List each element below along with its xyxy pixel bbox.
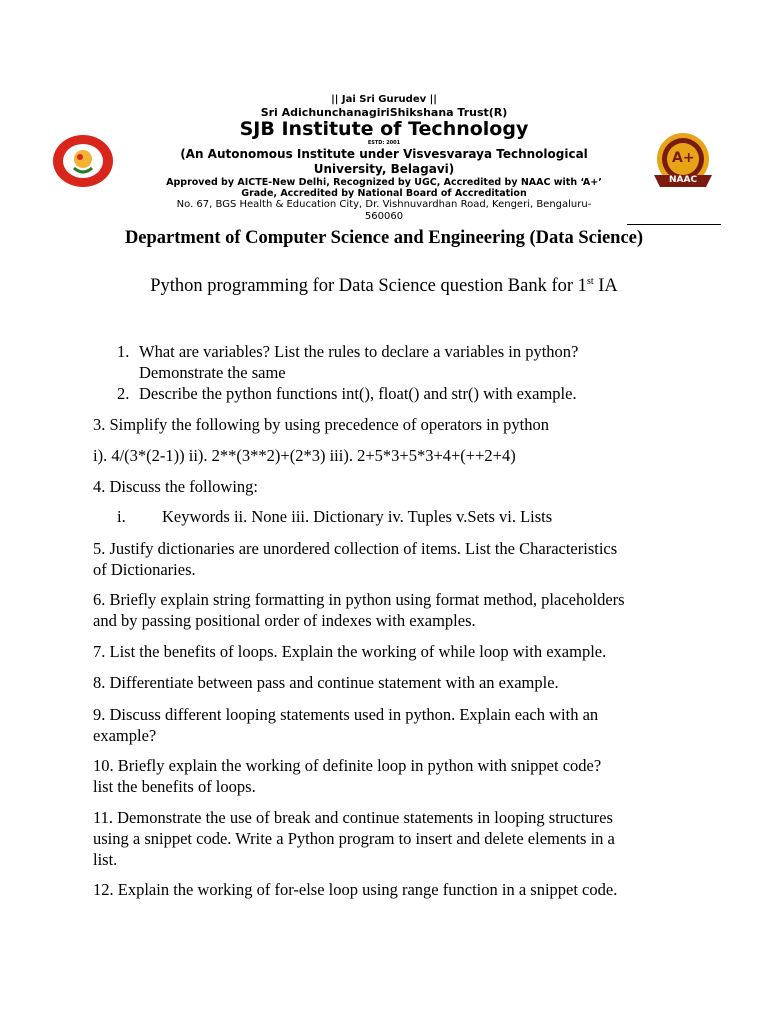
question-3-expression: i). 4/(3*(2-1)) ii). 2**(3**2)+(2*3) iii). 2+5*3+5*3+4+(++2+4) <box>93 446 516 465</box>
document-title <box>0 276 768 297</box>
address-line-2: 560060 <box>364 211 404 222</box>
department-heading: Department of Computer Science and Engineering (Data Science) <box>124 228 644 248</box>
header-rule <box>627 224 721 225</box>
trust-name: Sri AdichunchanagiriShikshana Trust(R) <box>260 106 508 119</box>
naac-badge <box>650 131 716 193</box>
question-6: 6. Briefly explain string formatting in python using format method, placeholders <box>93 590 625 609</box>
question-11-cont: using a snippet code. Write a Python program to insert and delete elements in a <box>93 829 615 848</box>
address-line: No. 67, BGS Health & Education City, Dr. Vishnuvardhan Road, Kengeri, Bengaluru- <box>176 199 592 210</box>
list-item: 2. <box>117 384 130 403</box>
question-9-cont: example? <box>93 726 157 745</box>
question-4: 4. Discuss the following: <box>93 477 258 496</box>
autonomous-line-2: University, Belagavi) <box>313 162 455 176</box>
question-10: 10. Briefly explain the working of definite loop in python with snippet code? <box>93 756 602 775</box>
autonomous-line: (An Autonomous Institute under Visvesvaraya Technological <box>180 147 588 161</box>
question-10-cont: list the benefits of loops. <box>93 777 256 796</box>
list-item-text: Describe the python functions int(), float() and str() with example. <box>139 384 577 403</box>
naac-label: NAAC <box>669 175 698 185</box>
question-5-cont: of Dictionaries. <box>93 560 196 579</box>
question-4-items: Keywords ii. None iii. Dictionary iv. Tuples v.Sets vi. Lists <box>162 507 553 526</box>
question-6-cont: and by passing positional order of indexes with examples. <box>93 611 476 630</box>
question-11: 11. Demonstrate the use of break and continue statements in looping structures <box>93 808 613 827</box>
title-prefix: Python programming for Data Science question Bank for 1 <box>150 276 587 297</box>
question-4-numeral: i. <box>117 507 126 526</box>
institute-logo <box>52 134 114 188</box>
question-9: 9. Discuss different looping statements used in python. Explain each with an <box>93 705 599 724</box>
estd-line: ESTD: 2001 <box>367 140 401 146</box>
question-8: 8. Differentiate between pass and continue statement with an example. <box>93 673 559 692</box>
title-superscript: st <box>586 276 594 287</box>
naac-grade: A+ <box>672 150 695 166</box>
question-7: 7. List the benefits of loops. Explain the working of while loop with example. <box>93 642 607 661</box>
title-suffix: IA <box>593 276 618 297</box>
invocation: || Jai Sri Gurudev || <box>331 94 437 105</box>
approved-line-2: Grade, Accredited by National Board of Accreditation <box>241 188 527 199</box>
approved-line: Approved by AICTE-New Delhi, Recognized by UGC, Accredited by NAAC with ‘A+’ <box>166 177 602 188</box>
question-3: 3. Simplify the following by using precedence of operators in python <box>93 415 549 434</box>
list-item-text-cont: Demonstrate the same <box>139 363 286 382</box>
question-11-cont-2: list. <box>93 850 118 869</box>
list-item: 1. <box>117 342 130 361</box>
question-12: 12. Explain the working of for-else loop using range function in a snippet code. <box>93 880 618 899</box>
list-item-text: What are variables? List the rules to declare a variables in python? <box>139 342 579 361</box>
institute-name: SJB Institute of Technology <box>239 118 529 140</box>
question-5: 5. Justify dictionaries are unordered collection of items. List the Characteristics <box>93 539 618 558</box>
